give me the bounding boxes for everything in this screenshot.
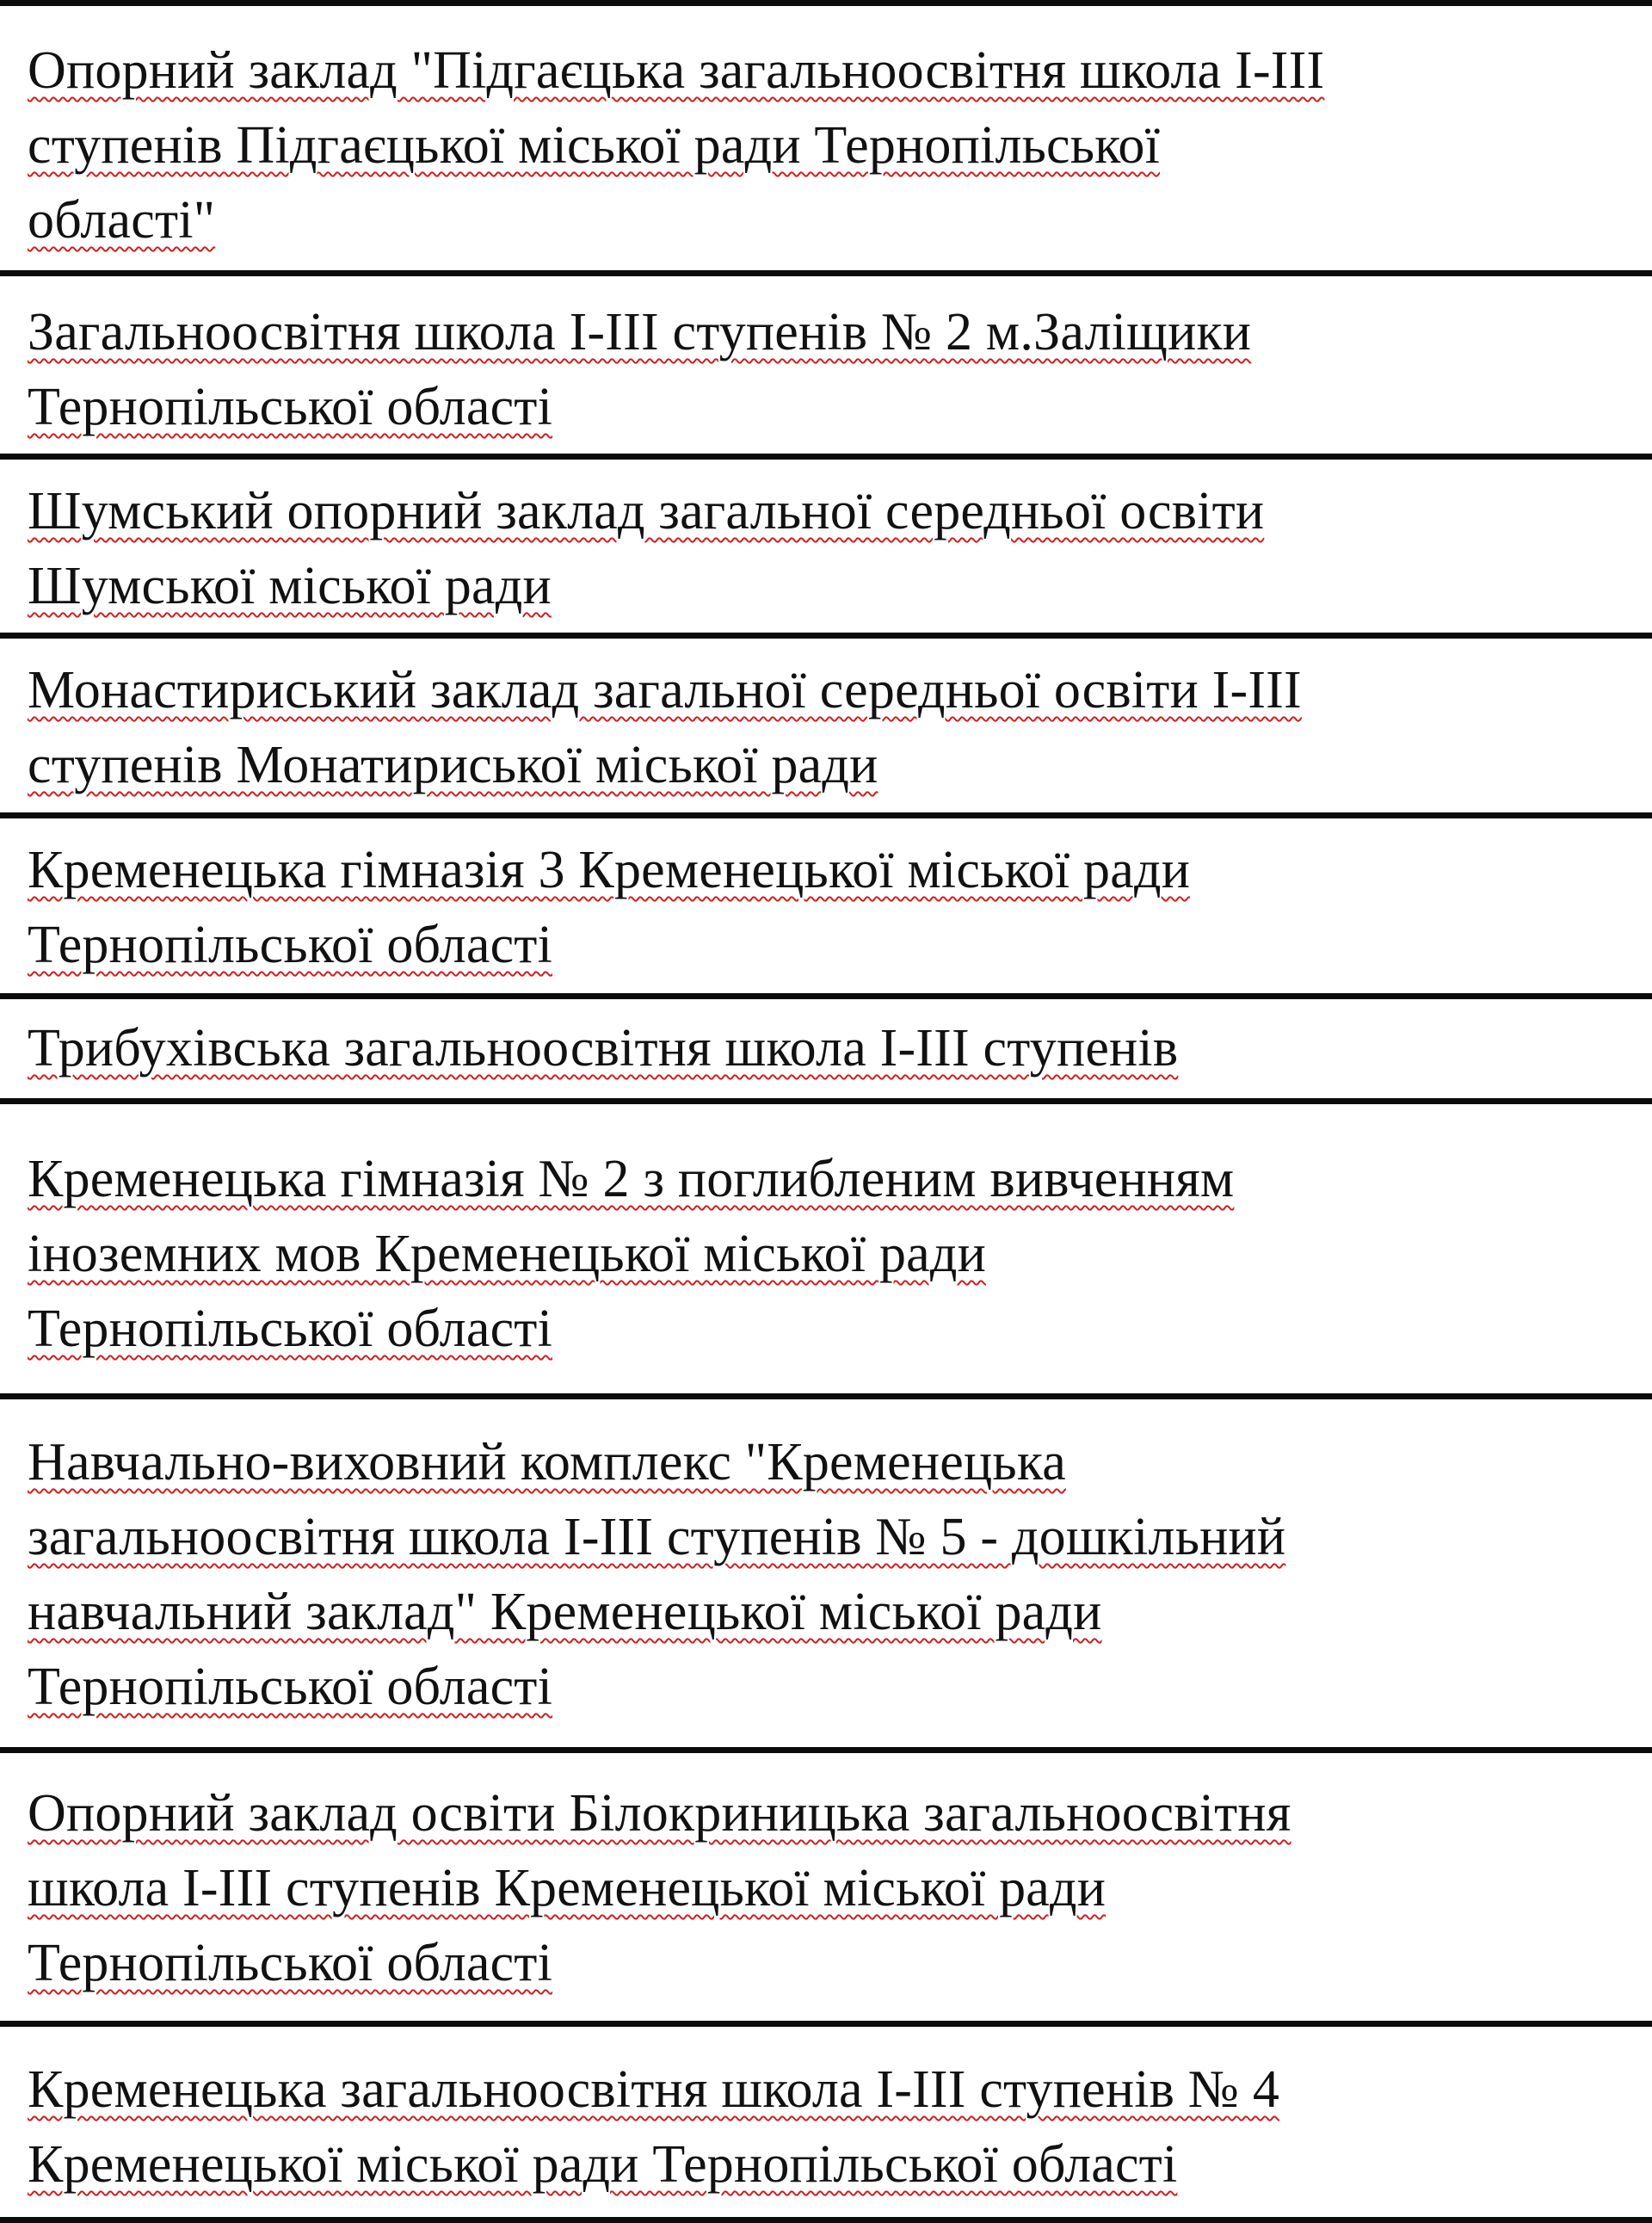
- row-divider: [0, 1098, 1652, 1104]
- row-divider: [0, 633, 1652, 639]
- school-name: Опорний заклад "Підгаєцька загальноосвітня школа І-ІІІ ступенів Підгаєцької міської ради Тернопільської області": [28, 41, 1325, 250]
- table-row: [0, 276, 1652, 454]
- table-row: [0, 1753, 1652, 2021]
- row-divider: [0, 1393, 1652, 1399]
- school-name: Загальноосвітня школа І-ІІІ ступенів № 2 м.Заліщики Тернопільської області: [28, 303, 1252, 436]
- table-row: [0, 1399, 1652, 1747]
- school-name: Кременецька гімназія № 2 з поглибленим вивченням іноземних мов Кременецької міської ради Тернопільської області: [28, 1150, 1235, 1358]
- table-row: [0, 818, 1652, 993]
- table-row: [0, 460, 1652, 633]
- school-name: Опорний заклад освіти Білокриницька загальноосвітня школа І-ІІІ ступенів Кременецької міської ради Тернопільської області: [28, 1784, 1291, 1992]
- row-divider: [0, 270, 1652, 276]
- table-border-bottom: [0, 2217, 1652, 2223]
- row-divider: [0, 454, 1652, 460]
- school-name: Кременецька гімназія 3 Кременецької міської ради Тернопільської області: [28, 841, 1191, 974]
- row-divider: [0, 1747, 1652, 1753]
- table-row: [0, 639, 1652, 812]
- row-divider: [0, 812, 1652, 818]
- school-name: Навчально-виховний комплекс "Кременецька загальноосвітня школа І-ІІІ ступенів № 5 - дошкільний навчальний заклад" Кременецької міської ради Тернопільської області: [28, 1433, 1286, 1716]
- table-row: [0, 6, 1652, 270]
- table-row: [0, 1104, 1652, 1393]
- row-divider: [0, 2021, 1652, 2027]
- school-name: Кременецька загальноосвітня школа І-ІІІ ступенів № 4 Кременецької міської ради Тернопільської області: [28, 2060, 1280, 2194]
- school-name: Шумський опорний заклад загальної середньої освіти Шумської міської ради: [28, 482, 1265, 615]
- table-row: [0, 2027, 1652, 2217]
- table-row: [0, 999, 1652, 1098]
- school-name: Монастириський заклад загальної середньої освіти І-ІІІ ступенів Монатириської міської ради: [28, 661, 1302, 794]
- table-border-top: [0, 0, 1652, 6]
- row-divider: [0, 993, 1652, 999]
- school-name: Трибухівська загальноосвітня школа І-ІІІ ступенів: [28, 1019, 1179, 1078]
